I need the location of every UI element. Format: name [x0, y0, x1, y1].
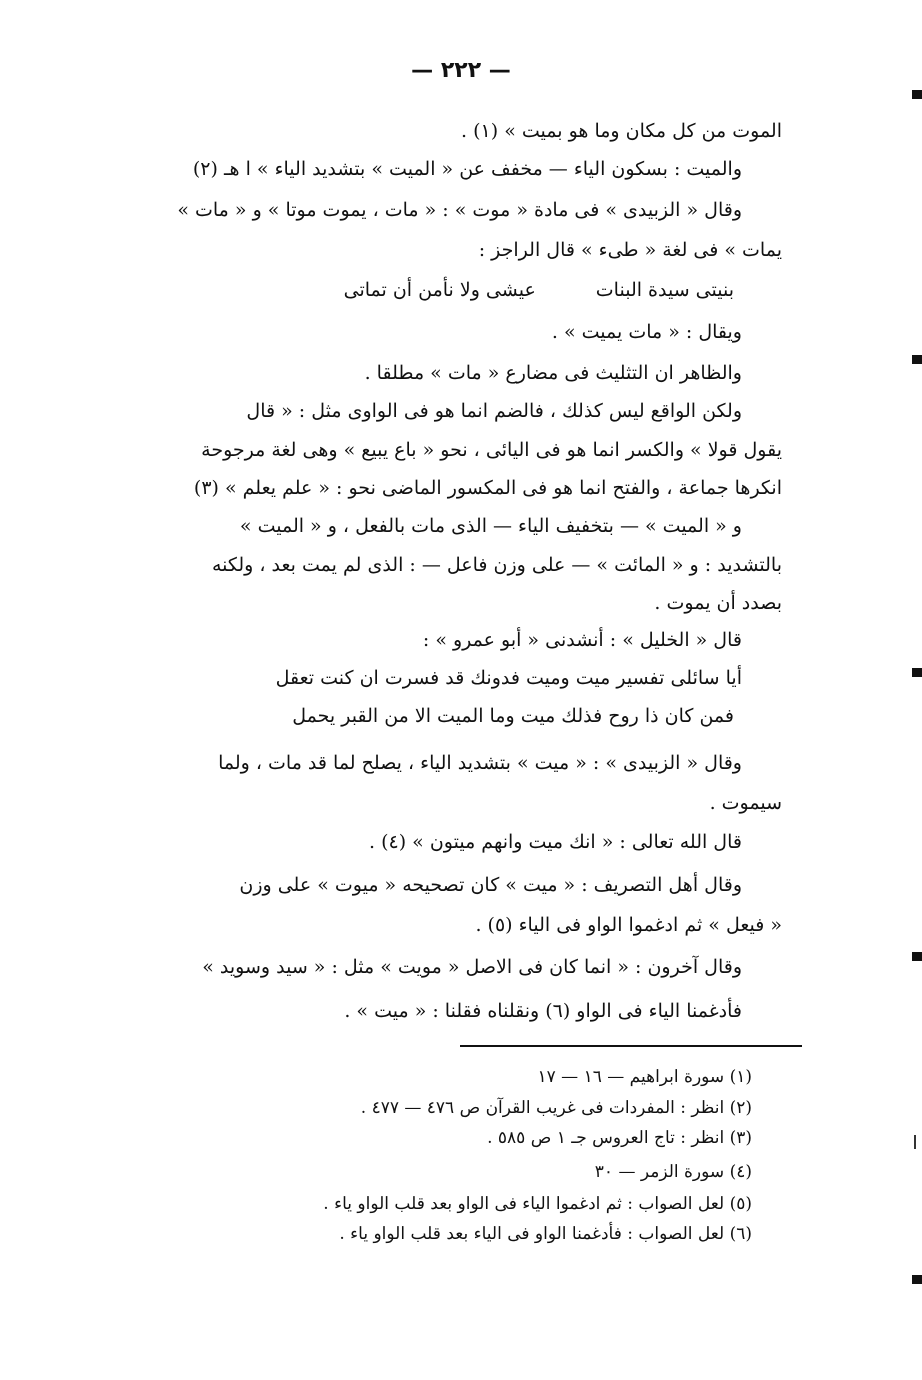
footnote-2: (٢) انظر : المفردات فى غريب القرآن ص ٤٧٦ — ٤٧٧ . — [360, 1098, 752, 1118]
text-line-12: بالتشديد : و « المائت » — على وزن فاعل — : الذى لم يمت بعد ، ولكنه — [211, 554, 782, 576]
text-line-1: الموت من كل مكان وما هو بميت » (١) . — [461, 120, 782, 142]
text-line-17: وقال « الزبيدى » : « ميت » بتشديد الياء ، يصلح لما قد مات ، ولما — [218, 752, 742, 774]
text-line-2: والميت : بسكون الياء — مخفف عن « الميت » بتشديد الياء » ا هـ (٢) — [192, 158, 742, 180]
text-line-8: ولكن الواقع ليس كذلك ، فالضم انما هو فى الواوى مثل : « قال — [246, 400, 742, 422]
text-line-11: و « الميت » — بتخفيف الياء — الذى مات بالفعل ، و « الميت » — [239, 515, 742, 537]
poem-line-2: فمن كان ذا روح فذلك ميت وما الميت الا من القبر يحمل — [292, 705, 734, 727]
footnote-1: (١) سورة ابراهيم — ١٦ — ١٧ — [537, 1067, 752, 1087]
footnote-3: (٣) انظر : تاج العروس جـ ١ ص ٥٨٥ . — [487, 1128, 752, 1148]
footnotes — [140, 0, 752, 1260]
text-line-20: وقال أهل التصريف : « ميت » كان تصحيحه « ميوت » على وزن — [239, 874, 742, 896]
scan-edge-tick — [914, 1135, 916, 1149]
text-line-19: قال الله تعالى : « انك ميت وانهم ميتون » (٤) . — [369, 831, 742, 853]
scan-edge-mark — [912, 952, 922, 961]
footnote-5: (٥) لعل الصواب : ثم ادغموا الياء فى الواو بعد قلب الواو ياء . — [323, 1194, 752, 1214]
scan-edge-mark — [912, 355, 922, 364]
page-number: — ٢٢٢ — — [411, 58, 511, 83]
scan-edge-mark — [912, 1275, 922, 1284]
text-line-23: فأدغمنا الياء فى الواو (٦) ونقلناه فقلنا : « ميت » . — [344, 1000, 742, 1022]
text-line-3: وقال « الزبيدى » فى مادة « موت » : « مات ، يموت موتا » و « مات » — [177, 199, 742, 221]
scan-edge-mark — [912, 668, 922, 677]
text-line-10: انكرها جماعة ، والفتح انما هو فى المكسور الماضى نحو : « علم يعلم » (٣) — [193, 477, 782, 499]
poem-line-1: أيا سائلى تفسير ميت وميت فدونك قد فسرت ان كنت تعقل — [275, 667, 742, 689]
text-line-4: يمات » فى لغة « طىء » قال الراجز : — [478, 239, 782, 261]
footnote-6: (٦) لعل الصواب : فأدغمنا الواو فى الياء بعد قلب الواو ياء . — [339, 1224, 752, 1244]
text-line-13: بصدد أن يموت . — [654, 592, 782, 614]
text-line-7: والظاهر ان التثليث فى مضارع « مات » مطلقا . — [364, 362, 742, 384]
text-line-6: ويقال : « مات يميت » . — [551, 321, 742, 343]
text-line-14: قال « الخليل » : أنشدنى « أبو عمرو » : — [422, 629, 742, 651]
footnote-4: (٤) سورة الزمر — ٣٠ — [594, 1162, 752, 1182]
verse-second-hemistich: عيشى ولا نأمن أن تماتى — [343, 279, 536, 301]
scan-edge-mark — [912, 90, 922, 99]
text-line-21: « فيعل » ثم ادغموا الواو فى الياء (٥) . — [475, 914, 782, 936]
text-line-22: وقال آخرون : « انما كان فى الاصل « مويت » مثل : « سيد وسويد » — [202, 956, 742, 978]
text-line-9: يقول قولا » والكسر انما هو فى اليائى ، نحو « باع يبيع » وهى لغة مرجوحة — [201, 439, 782, 461]
text-line-18: سيموت . — [709, 792, 782, 814]
verse-first-hemistich: بنيتى سيدة البنات — [595, 279, 734, 301]
